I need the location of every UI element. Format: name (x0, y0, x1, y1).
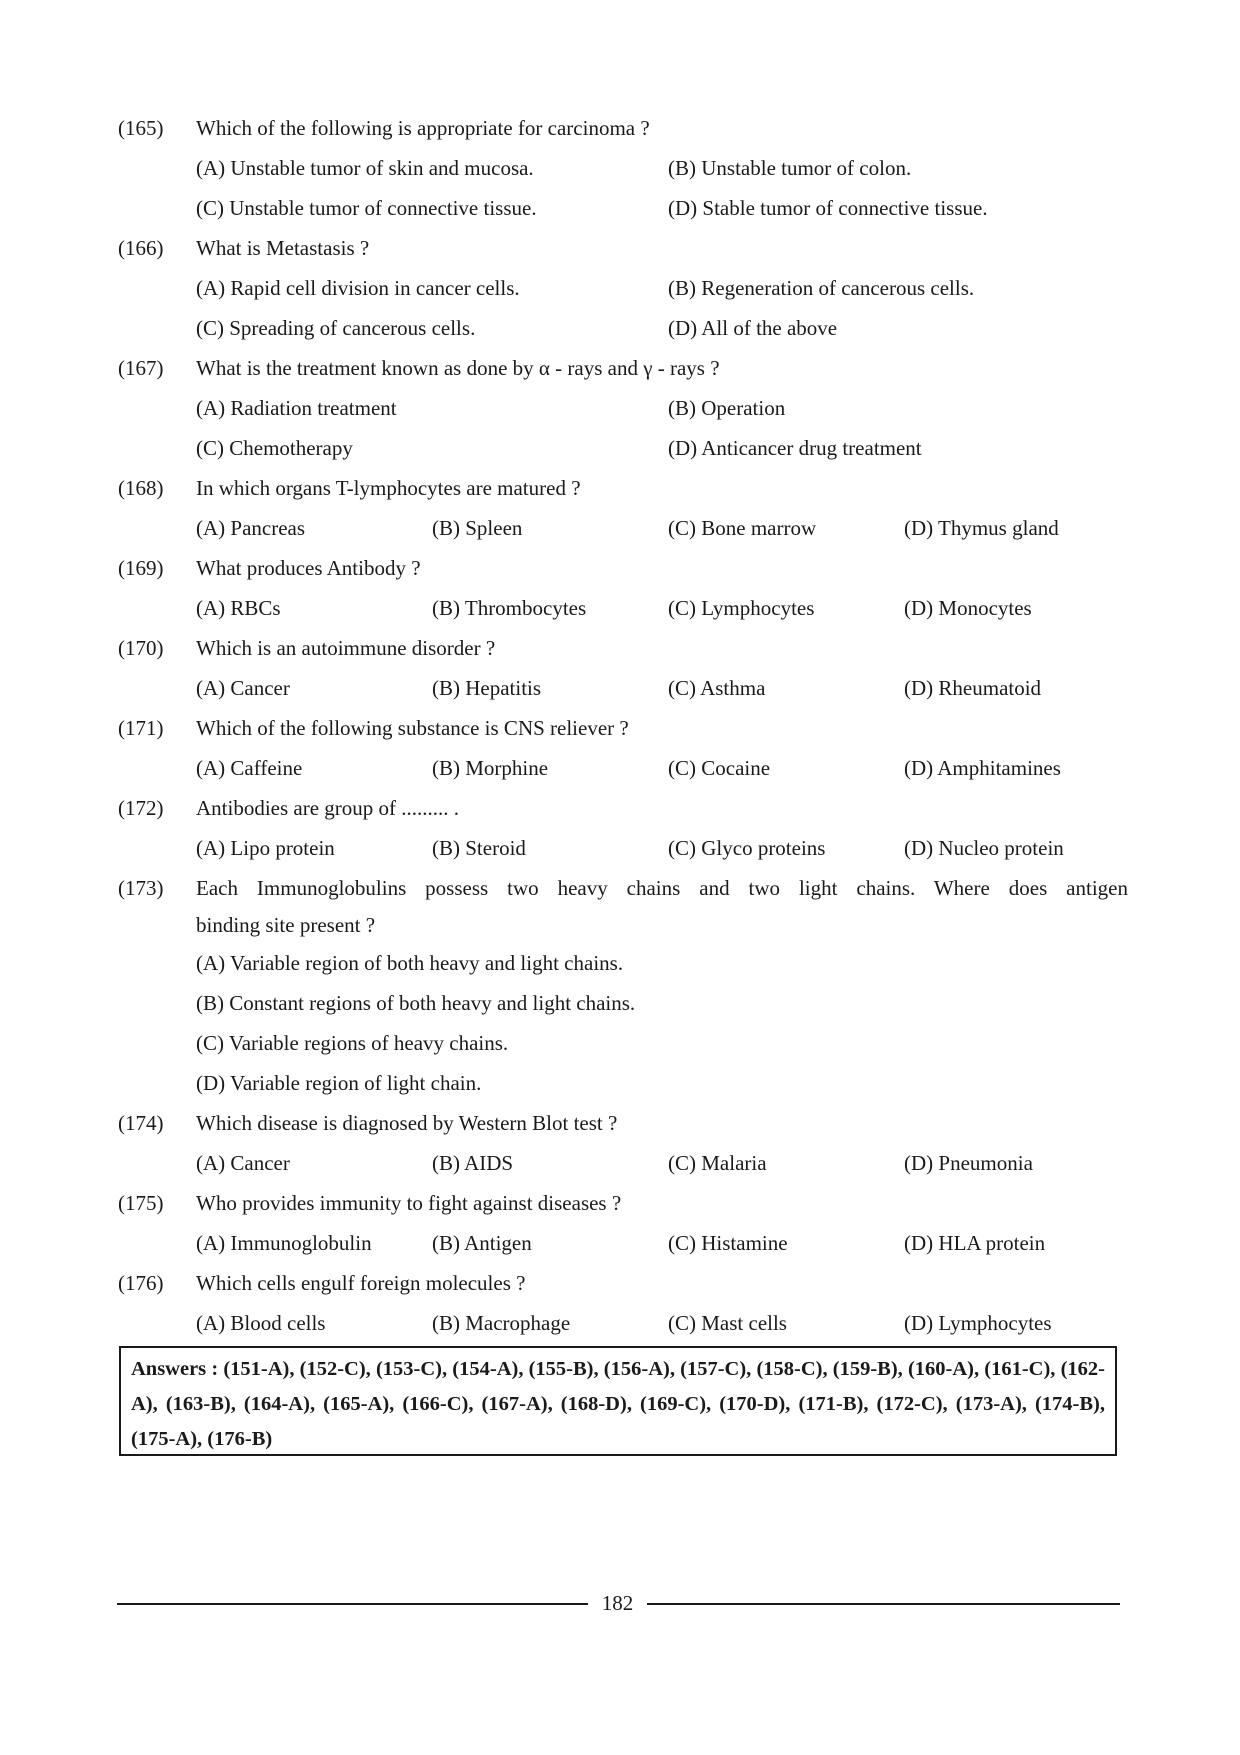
question-text: Each Immunoglobulins possess two heavy chains and two light chains. Where does antigen (196, 876, 1128, 900)
question-text: Which of the following substance is CNS reliever ? (196, 716, 629, 740)
question-text: Who provides immunity to fight against diseases ? (196, 1191, 622, 1215)
question-number: (168) (118, 476, 164, 500)
question-number: (175) (118, 1191, 164, 1215)
question-number: (176) (118, 1271, 164, 1295)
option-b: (B) Antigen (432, 1231, 532, 1255)
option-row (118, 508, 1128, 548)
question-number: (174) (118, 1111, 164, 1135)
option-row (118, 268, 1128, 308)
question-176 (118, 1263, 1128, 1303)
option-row (118, 588, 1128, 628)
question-text: Which of the following is appropriate for carcinoma ? (196, 116, 650, 140)
option-b: (B) Constant regions of both heavy and light chains. (196, 991, 636, 1015)
question-167 (118, 348, 1128, 388)
question-number: (170) (118, 636, 164, 660)
question-number: (172) (118, 796, 164, 820)
option-a: (A) Cancer (196, 676, 290, 700)
option-c: (C) Mast cells (668, 1311, 787, 1335)
answer-key-text: (151-A), (152-C), (153-C), (154-A), (155-B), (156-A), (157-C), (158-C), (159-B), (160-A), (161-C), (162-A), (163-B), (164-A), (165-A), (166-C), (167-A), (168-D), (169-C), (170-D), (171-B), (172-C), (173-A), (174-B), (175-A), (176-B) (131, 1358, 1105, 1450)
question-168 (118, 468, 1128, 508)
option-d: (D) Lymphocytes (904, 1311, 1052, 1335)
option-c: (C) Bone marrow (668, 516, 817, 540)
option-a: (A) Blood cells (196, 1311, 326, 1335)
question-175 (118, 1183, 1128, 1223)
question-text-continuation (118, 908, 1128, 943)
option-d: (D) Amphitamines (904, 756, 1061, 780)
option-b: (B) Operation (668, 396, 786, 420)
option-b: (B) Morphine (432, 756, 549, 780)
option-b: (B) AIDS (432, 1151, 514, 1175)
option-row (118, 148, 1128, 188)
option-row (118, 1303, 1128, 1343)
option-row (118, 943, 1128, 983)
option-b: (B) Spleen (432, 516, 523, 540)
question-text: In which organs T-lymphocytes are matured ? (196, 476, 581, 500)
option-row (118, 308, 1128, 348)
option-a: (A) Lipo protein (196, 836, 335, 860)
option-d: (D) Stable tumor of connective tissue. (668, 196, 988, 220)
footer-rule-left (117, 1603, 588, 1605)
question-text: Which cells engulf foreign molecules ? (196, 1271, 526, 1295)
answer-key-box (119, 1346, 1117, 1456)
option-a: (A) Pancreas (196, 516, 306, 540)
question-number: (171) (118, 716, 164, 740)
option-d: (D) Monocytes (904, 596, 1032, 620)
question-number: (169) (118, 556, 164, 580)
option-d: (D) Pneumonia (904, 1151, 1033, 1175)
answer-key-label: Answers : (131, 1358, 219, 1380)
option-d: (D) Rheumatoid (904, 676, 1042, 700)
question-173 (118, 868, 1128, 908)
page-number: 182 (601, 1591, 634, 1615)
option-d: (D) Thymus gland (904, 516, 1059, 540)
option-a: (A) Immunoglobulin (196, 1231, 372, 1255)
option-c: (C) Asthma (668, 676, 766, 700)
question-170 (118, 628, 1128, 668)
option-c: (C) Histamine (668, 1231, 788, 1255)
option-a: (A) Variable region of both heavy and light chains. (196, 951, 624, 975)
question-text: What produces Antibody ? (196, 556, 421, 580)
option-d: (D) Nucleo protein (904, 836, 1064, 860)
option-row (118, 1023, 1128, 1063)
option-c: (C) Cocaine (668, 756, 771, 780)
option-b: (B) Unstable tumor of colon. (668, 156, 912, 180)
option-d: (D) HLA protein (904, 1231, 1046, 1255)
option-row (118, 1143, 1128, 1183)
question-text: What is the treatment known as done by α - rays and γ - rays ? (196, 356, 720, 380)
option-row (118, 748, 1128, 788)
question-166 (118, 228, 1128, 268)
option-a: (A) Caffeine (196, 756, 303, 780)
option-d: (D) All of the above (668, 316, 838, 340)
option-d: (D) Anticancer drug treatment (668, 436, 922, 460)
question-172 (118, 788, 1128, 828)
question-text: What is Metastasis ? (196, 236, 370, 260)
option-row (118, 428, 1128, 468)
option-b: (B) Thrombocytes (432, 596, 587, 620)
question-number: (165) (118, 116, 164, 140)
option-a: (A) RBCs (196, 596, 281, 620)
option-c: (C) Unstable tumor of connective tissue. (196, 196, 537, 220)
question-text: Which disease is diagnosed by Western Blot test ? (196, 1111, 618, 1135)
question-165 (118, 108, 1128, 148)
question-list (118, 108, 1128, 1343)
option-c: (C) Malaria (668, 1151, 767, 1175)
option-a: (A) Unstable tumor of skin and mucosa. (196, 156, 534, 180)
footer-rule-right (647, 1603, 1120, 1605)
option-row (118, 1063, 1128, 1103)
option-c: (C) Spreading of cancerous cells. (196, 316, 476, 340)
option-row (118, 983, 1128, 1023)
option-row (118, 388, 1128, 428)
question-number: (166) (118, 236, 164, 260)
option-c: (C) Chemotherapy (196, 436, 353, 460)
question-174 (118, 1103, 1128, 1143)
option-row (118, 188, 1128, 228)
option-c: (C) Glyco proteins (668, 836, 826, 860)
option-a: (A) Rapid cell division in cancer cells. (196, 276, 520, 300)
option-b: (B) Steroid (432, 836, 526, 860)
option-a: (A) Radiation treatment (196, 396, 397, 420)
question-171 (118, 708, 1128, 748)
question-169 (118, 548, 1128, 588)
question-text: Which is an autoimmune disorder ? (196, 636, 496, 660)
question-number: (173) (118, 876, 164, 900)
question-text: Antibodies are group of ......... . (196, 796, 460, 820)
option-a: (A) Cancer (196, 1151, 290, 1175)
question-text-line-2: binding site present ? (196, 913, 376, 937)
option-b: (B) Hepatitis (432, 676, 542, 700)
option-c: (C) Lymphocytes (668, 596, 815, 620)
option-row (118, 1223, 1128, 1263)
option-row (118, 668, 1128, 708)
option-c: (C) Variable regions of heavy chains. (196, 1031, 509, 1055)
option-b: (B) Regeneration of cancerous cells. (668, 276, 975, 300)
option-d: (D) Variable region of light chain. (196, 1071, 482, 1095)
option-row (118, 828, 1128, 868)
option-b: (B) Macrophage (432, 1311, 571, 1335)
question-number: (167) (118, 356, 164, 380)
